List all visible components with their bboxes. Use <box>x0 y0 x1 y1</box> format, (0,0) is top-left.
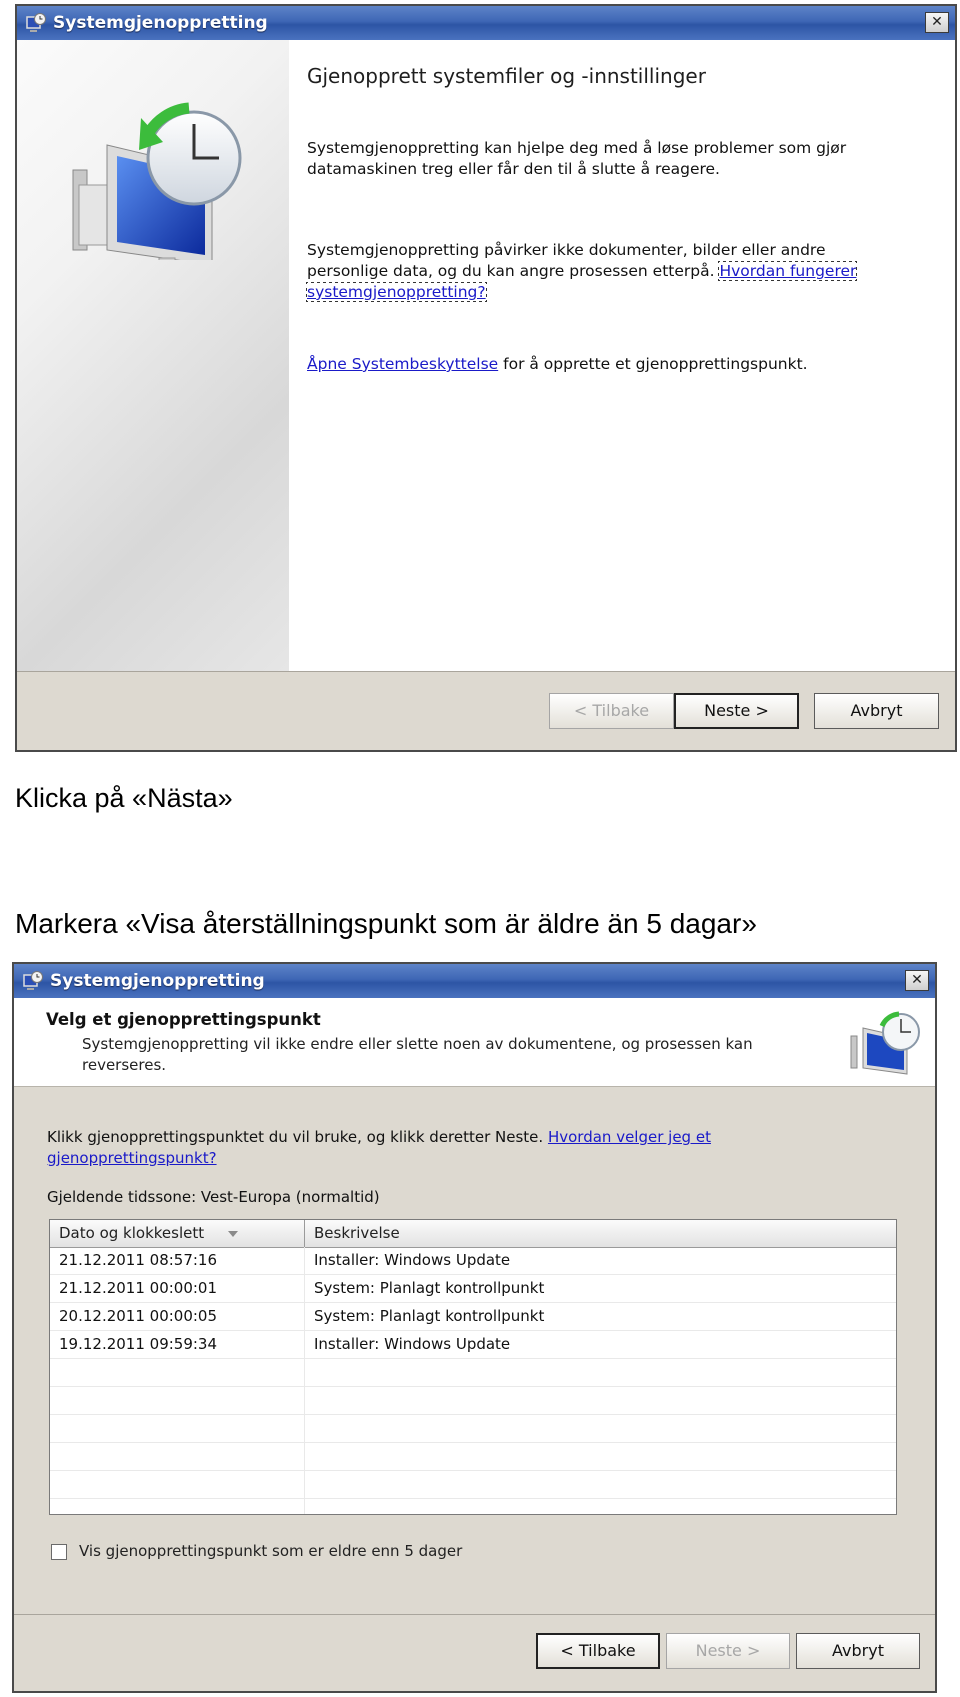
empty-row <box>50 1443 896 1471</box>
instruction-text: Klikk gjenopprettingspunktet du vil bruke, og klikk deretter Neste. <box>47 1128 544 1146</box>
wizard-content <box>289 40 955 672</box>
intro-paragraph: Systemgjenoppretting kan hjelpe deg med å løse problemer som gjør datamaskinen treg eller får den til å slutte å reagere. <box>307 139 847 178</box>
table-row[interactable] <box>50 1247 896 1275</box>
back-button[interactable]: < Tilbake <box>549 693 674 729</box>
table-header <box>50 1220 896 1248</box>
table-row[interactable] <box>50 1331 896 1359</box>
next-button[interactable]: Neste > <box>666 1633 790 1669</box>
window-title: Systemgjenoppretting <box>50 971 265 991</box>
how-choose-point-link[interactable]: Hvordan velger jeg et gjenopprettingspunkt? <box>47 1128 711 1167</box>
system-restore-window-select-point <box>12 962 937 1693</box>
page-title: Velg et gjenopprettingspunkt <box>46 1010 321 1029</box>
sort-descending-icon <box>228 1231 238 1237</box>
row-description: Installer: Windows Update <box>314 1251 511 1269</box>
column-header-date[interactable]: Dato og klokkeslett <box>50 1220 305 1247</box>
row-description: Installer: Windows Update <box>314 1335 511 1353</box>
title-bar[interactable] <box>17 6 955 40</box>
caption-check-older: Markera «Visa återställningspunkt som är äldre än 5 dagar» <box>15 908 757 939</box>
row-date: 19.12.2011 09:59:34 <box>50 1331 305 1358</box>
caption-click-next: Klicka på «Nästa» <box>15 783 233 813</box>
next-button[interactable]: Neste > <box>674 693 799 729</box>
system-restore-large-icon <box>67 90 247 260</box>
close-icon[interactable]: ✕ <box>905 970 929 991</box>
instruction-paragraph <box>47 1127 787 1169</box>
empty-row <box>50 1359 896 1387</box>
page-subtitle: Systemgjenoppretting vil ikke endre eller slette noen av dokumentene, og prosessen kan reverseres. <box>82 1035 753 1074</box>
info-text: Systemgjenoppretting påvirker ikke dokumenter, bilder eller andre personlige data, og du kan angre prosessen etterpå. <box>307 241 826 280</box>
table-row[interactable] <box>50 1275 896 1303</box>
system-restore-large-icon <box>849 1008 921 1076</box>
row-date: 21.12.2011 00:00:01 <box>50 1275 305 1302</box>
empty-row <box>50 1387 896 1415</box>
table-row[interactable] <box>50 1303 896 1331</box>
wizard-side-panel <box>17 40 289 672</box>
empty-row <box>50 1415 896 1443</box>
restore-points-table[interactable] <box>49 1219 897 1515</box>
system-restore-window-intro <box>15 4 957 752</box>
protection-text: for å opprette et gjenopprettingspunkt. <box>503 355 808 373</box>
row-description: System: Planlagt kontrollpunkt <box>314 1279 545 1297</box>
wizard-header <box>14 998 935 1087</box>
wizard-body <box>14 1087 935 1615</box>
protection-paragraph <box>307 354 887 375</box>
close-icon[interactable]: ✕ <box>925 12 949 33</box>
button-bar <box>17 671 955 750</box>
row-date: 20.12.2011 00:00:05 <box>50 1303 305 1330</box>
title-bar[interactable] <box>14 964 935 998</box>
cancel-button[interactable]: Avbryt <box>814 693 939 729</box>
show-older-points-checkbox[interactable] <box>51 1544 67 1560</box>
page-title: Gjenopprett systemfiler og -innstillinger <box>307 64 706 88</box>
window-title: Systemgjenoppretting <box>53 13 268 33</box>
show-older-points-label: Vis gjenopprettingspunkt som er eldre enn 5 dager <box>79 1542 463 1560</box>
empty-row <box>50 1471 896 1499</box>
open-system-protection-link[interactable]: Åpne Systembeskyttelse <box>307 355 499 373</box>
empty-row <box>50 1499 896 1515</box>
button-bar <box>14 1614 935 1691</box>
system-restore-icon <box>22 970 44 992</box>
row-date: 21.12.2011 08:57:16 <box>50 1247 305 1274</box>
back-button[interactable]: < Tilbake <box>536 1633 660 1669</box>
row-description: System: Planlagt kontrollpunkt <box>314 1307 545 1325</box>
table-body <box>50 1247 896 1514</box>
cancel-button[interactable]: Avbryt <box>796 1633 920 1669</box>
system-restore-icon <box>25 12 47 34</box>
column-header-description[interactable]: Beskrivelse <box>314 1224 400 1242</box>
how-restore-works-link[interactable]: Hvordan fungerer systemgjenoppretting? <box>307 262 857 301</box>
info-paragraph <box>307 240 887 303</box>
timezone-label: Gjeldende tidssone: Vest-Europa (normaltid) <box>47 1188 380 1206</box>
